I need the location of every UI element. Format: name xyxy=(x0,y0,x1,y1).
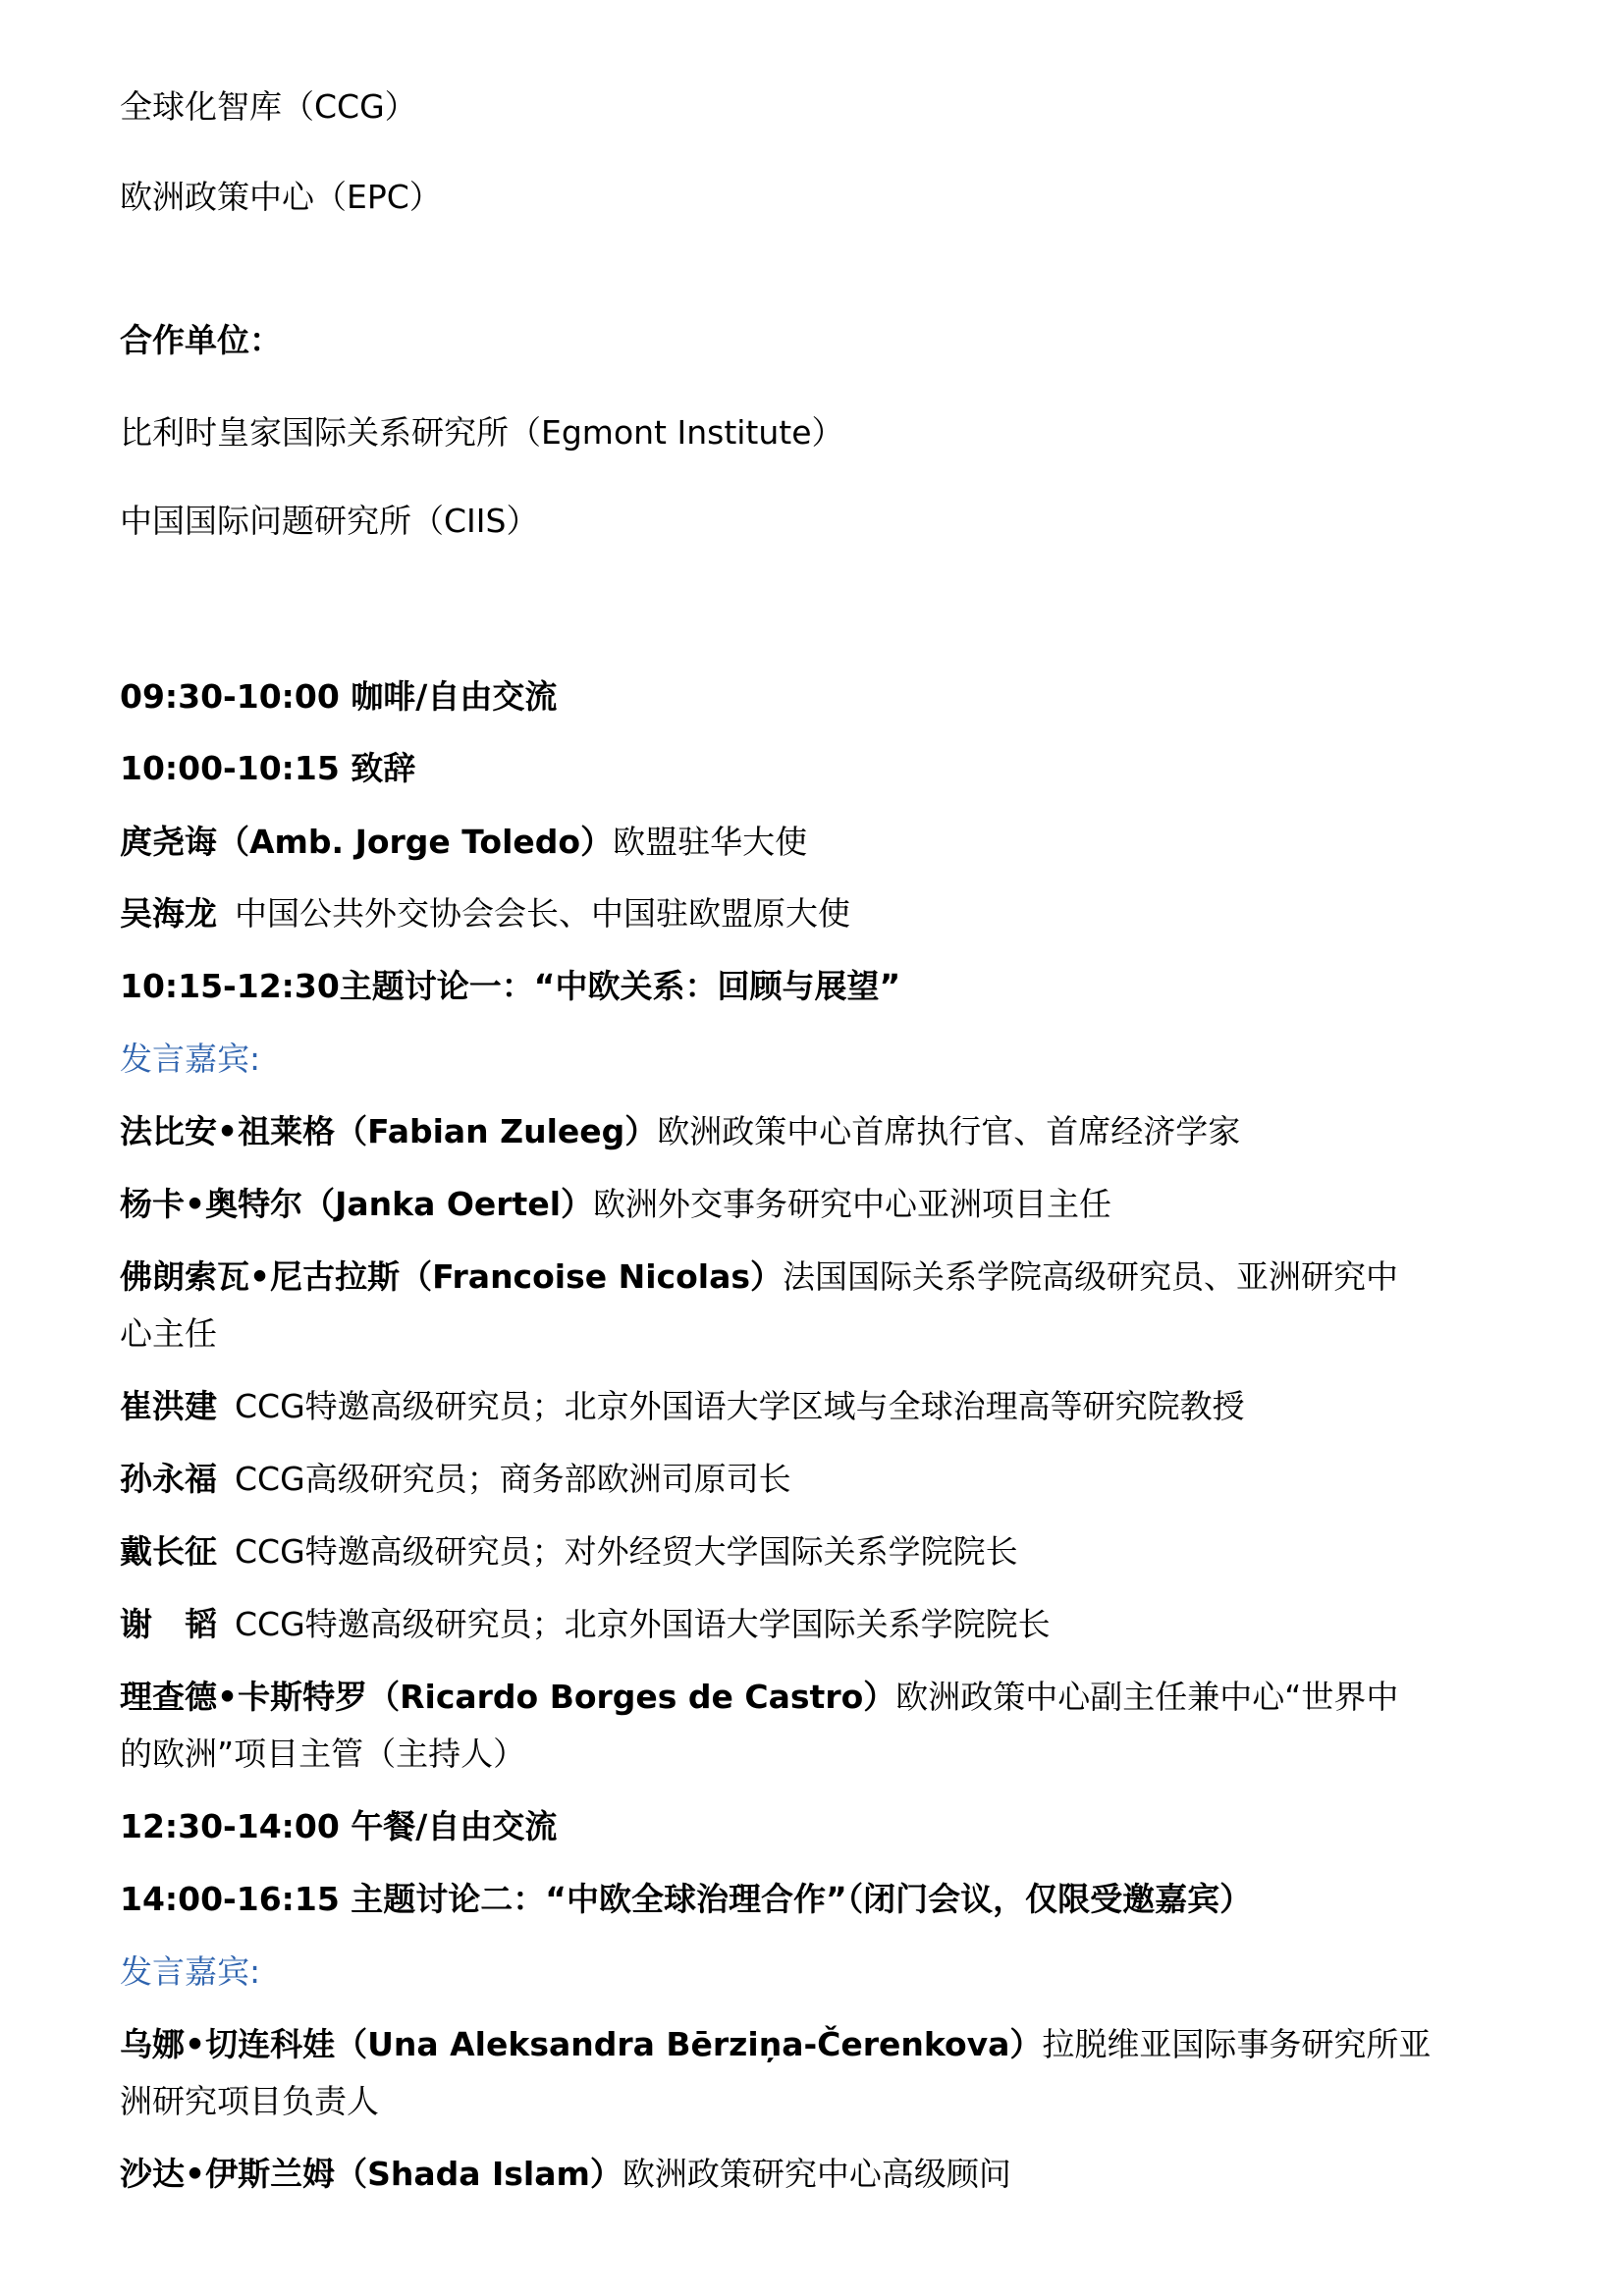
panel1-speaker xyxy=(120,1103,1524,1160)
speaker-title: CCG特邀高级研究员；北京外国语大学国际关系学院院长 xyxy=(235,1605,1051,1643)
schedule-opening: 10:00-10:15 致辞 xyxy=(120,749,416,787)
speaker-name: 理查德•卡斯特罗（Ricardo Borges de Castro） xyxy=(120,1678,896,1716)
panel1-speaker xyxy=(120,1249,1524,1306)
panel1-speaker xyxy=(120,1451,1524,1508)
speaker-name: 庹尧诲（Amb. Jorge Toledo） xyxy=(120,823,614,861)
speaker-name: 沙达•伊斯兰姆（Shada Islam） xyxy=(120,2155,622,2193)
speaker-title: 中国公共外交协会会长、中国驻欧盟原大使 xyxy=(235,894,850,933)
panel1-speaker-cont: 心主任 xyxy=(120,1314,217,1353)
partner-egmont: 比利时皇家国际关系研究所（Egmont Institute） xyxy=(120,413,844,452)
speaker-title: 欧洲政策研究中心高级顾问 xyxy=(622,2155,1011,2193)
schedule-panel-1: 10:15-12:30主题讨论一：“中欧关系：回顾与展望” xyxy=(120,967,901,1005)
speakers-label-2: 发言嘉宾: xyxy=(120,1952,261,1991)
speaker-title: CCG特邀高级研究员；北京外国语大学区域与全球治理高等研究院教授 xyxy=(235,1387,1245,1425)
partner-ciis: 中国国际问题研究所（CIIS） xyxy=(120,502,539,540)
speaker-title: CCG特邀高级研究员；对外经贸大学国际关系学院院长 xyxy=(235,1532,1018,1571)
speaker-name: 谢 韬 xyxy=(120,1605,217,1643)
speaker-title: 法国国际关系学院高级研究员、亚洲研究中 xyxy=(783,1257,1399,1296)
speaker-title: CCG高级研究员；商务部欧洲司原司长 xyxy=(235,1460,791,1498)
schedule-lunch: 12:30-14:00 午餐/自由交流 xyxy=(120,1807,558,1845)
speaker-name: 吴海龙 xyxy=(120,894,217,933)
panel2-speaker xyxy=(120,2016,1524,2073)
speaker-title: 欧洲外交事务研究中心亚洲项目主任 xyxy=(593,1185,1112,1223)
speaker-title: 欧洲政策中心副主任兼中心“世界中 xyxy=(895,1678,1399,1716)
speaker-name: 戴长征 xyxy=(120,1532,217,1571)
partners-heading: 合作单位： xyxy=(120,321,282,359)
panel1-speaker xyxy=(120,1596,1524,1653)
panel2-speaker-cont: 洲研究项目负责人 xyxy=(120,2082,379,2120)
panel1-speaker xyxy=(120,1523,1524,1580)
speakers-label-1: 发言嘉宾: xyxy=(120,1040,261,1078)
speaker-title: 欧洲政策中心首席执行官、首席经济学家 xyxy=(657,1112,1241,1150)
speaker-name: 佛朗索瓦•尼古拉斯（Francoise Nicolas） xyxy=(120,1257,784,1296)
opening-speaker-2 xyxy=(120,885,1524,942)
panel1-speaker xyxy=(120,1669,1524,1726)
speaker-name: 杨卡•奥特尔（Janka Oertel） xyxy=(120,1185,594,1223)
organizer-ccg: 全球化智库（CCG） xyxy=(120,87,417,126)
speaker-name: 孙永福 xyxy=(120,1460,217,1498)
panel1-speaker xyxy=(120,1176,1524,1233)
panel1-speaker xyxy=(120,1378,1524,1435)
opening-speaker-1 xyxy=(120,814,1524,871)
speaker-name: 崔洪建 xyxy=(120,1387,217,1425)
speaker-title: 欧盟驻华大使 xyxy=(613,823,808,861)
speaker-name: 法比安•祖莱格（Fabian Zuleeg） xyxy=(120,1112,658,1150)
panel2-speaker xyxy=(120,2146,1524,2203)
speaker-title: 拉脱维亚国际事务研究所亚 xyxy=(1042,2025,1432,2063)
organizer-epc: 欧洲政策中心（EPC） xyxy=(120,178,442,216)
speaker-name: 乌娜•切连科娃（Una Aleksandra Bērziņa-Čerenkova） xyxy=(120,2025,1043,2063)
schedule-coffee: 09:30-10:00 咖啡/自由交流 xyxy=(120,677,558,716)
panel1-speaker-cont: 的欧洲”项目主管（主持人） xyxy=(120,1735,526,1773)
schedule-panel-2: 14:00-16:15 主题讨论二：“中欧全球治理合作”（闭门会议，仅限受邀嘉宾） xyxy=(120,1880,1253,1918)
